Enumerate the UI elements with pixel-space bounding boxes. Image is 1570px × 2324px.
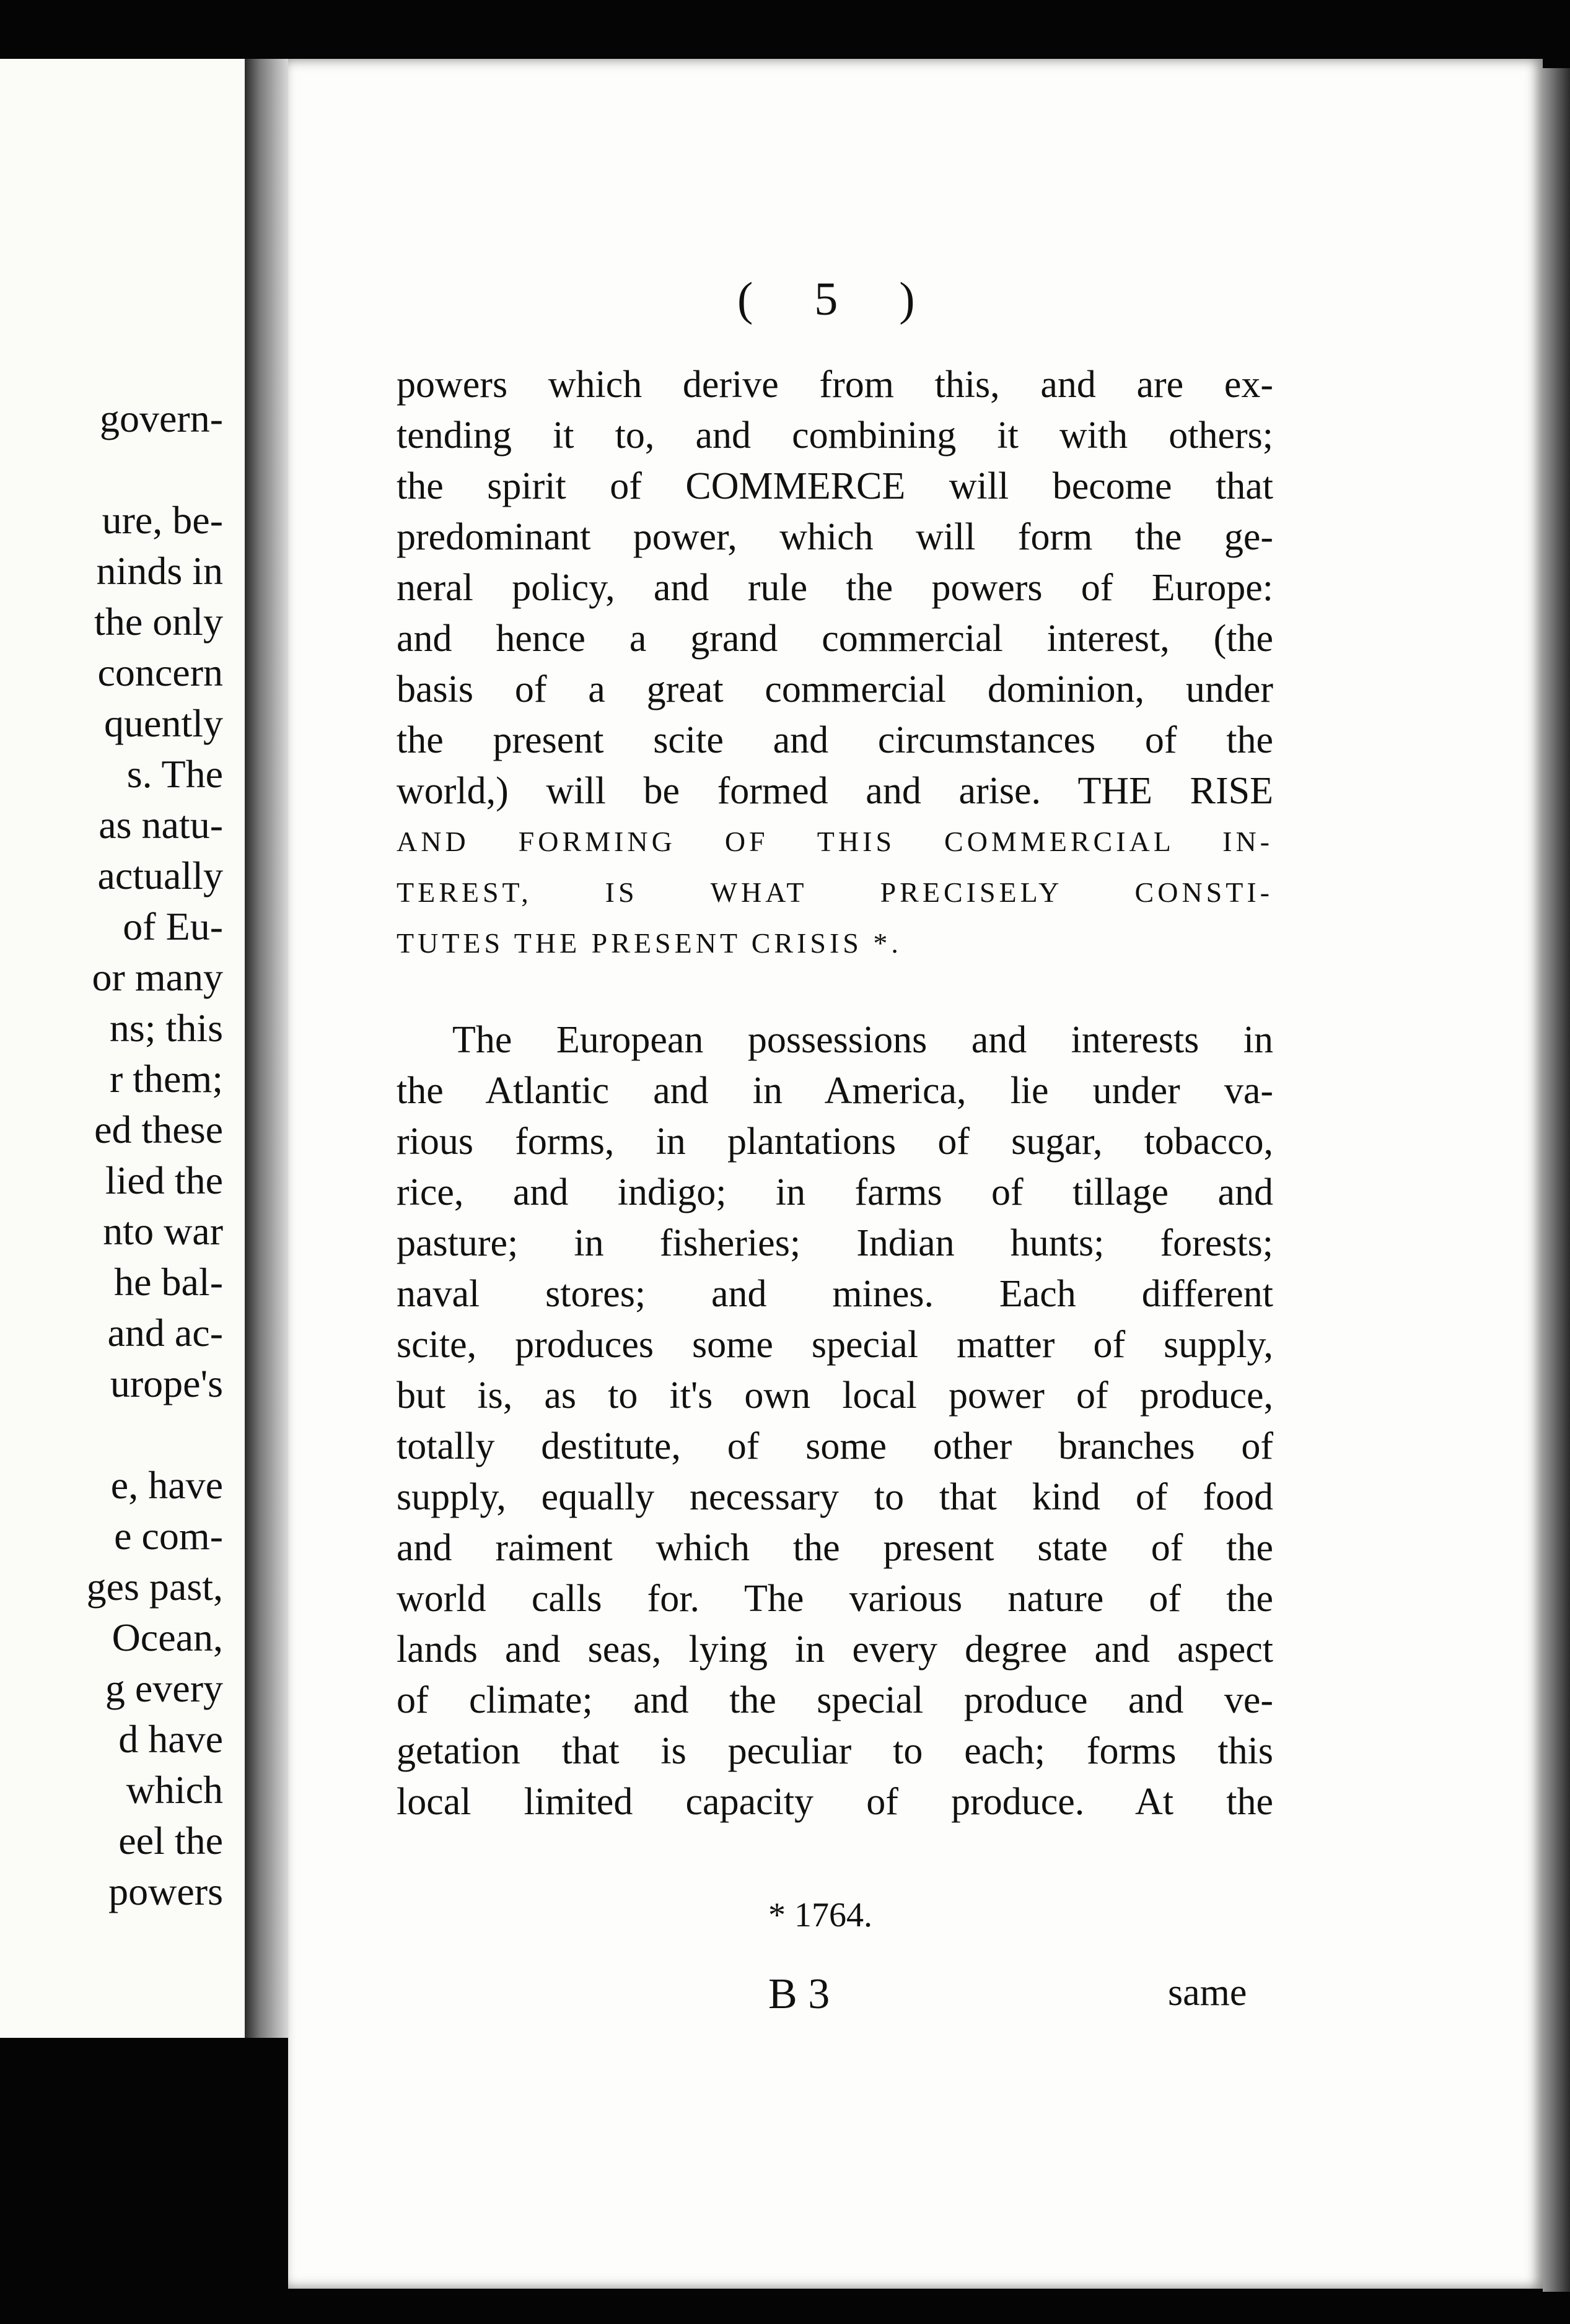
text-line: The European possessions and interests in [452, 1019, 1273, 1061]
left-page-line: lied the [105, 1158, 223, 1202]
left-page-text [87, 393, 223, 1917]
text-line: the present scite and circumstances of the [397, 719, 1273, 761]
book-gutter [245, 59, 288, 2038]
left-page-line: the only [94, 600, 223, 644]
left-page-line: ns; this [109, 1006, 223, 1050]
text-line: of climate; and the special produce and ve- [397, 1679, 1273, 1721]
text-line: getation that is peculiar to each; forms this [397, 1730, 1273, 1772]
left-page-line: e, have [110, 1463, 223, 1507]
text-line: rious forms, in plantations of sugar, tobacco, [397, 1120, 1273, 1163]
paragraph-1 [397, 359, 1273, 969]
left-page-line: eel the [118, 1819, 223, 1863]
left-page-line: nto war [103, 1209, 223, 1253]
left-page-line [87, 1409, 223, 1460]
text-line: TEREST, IS WHAT PRECISELY CONSTI- [397, 876, 1273, 908]
text-line: TUTES THE PRESENT CRISIS *. [397, 927, 902, 959]
text-line: local limited capacity of produce. At the [397, 1781, 1273, 1823]
text-line: and raiment which the present state of the [397, 1527, 1273, 1569]
text-line: scite, produces some special matter of supply, [397, 1324, 1273, 1366]
paragraph-2 [397, 1015, 1273, 1827]
text-line: predominant power, which will form the ge- [397, 516, 1273, 558]
left-page-line: ure, be- [102, 498, 223, 542]
page-edge [1543, 68, 1570, 2292]
left-page-line: or many [92, 955, 223, 999]
left-page-line: ges past, [86, 1565, 223, 1609]
page-number: ( 5 ) [737, 273, 940, 325]
text-line: totally destitute, of some other branches of [397, 1425, 1273, 1467]
text-line: AND FORMING OF THIS COMMERCIAL IN- [397, 826, 1273, 857]
text-line: naval stores; and mines. Each different [397, 1273, 1273, 1315]
left-page-line: ninds in [96, 549, 223, 593]
text-line: but is, as to it's own local power of produce, [397, 1374, 1273, 1417]
text-line: world calls for. The various nature of the [397, 1578, 1273, 1620]
left-page-line: which [126, 1768, 223, 1812]
left-page-line: and ac- [107, 1311, 223, 1355]
text-line: lands and seas, lying in every degree and aspect [397, 1628, 1273, 1671]
text-line: pasture; in fisheries; Indian hunts; forests; [397, 1222, 1273, 1264]
text-line: the Atlantic and in America, lie under va- [397, 1070, 1273, 1112]
left-page-line: quently [104, 701, 223, 745]
catchword: same [1168, 1972, 1247, 2014]
left-page-line: ed these [94, 1107, 223, 1151]
text-line: neral policy, and rule the powers of Europe: [397, 567, 1273, 609]
text-line: rice, and indigo; in farms of tillage and [397, 1171, 1273, 1213]
left-page-line: s. The [126, 752, 223, 796]
left-page-line [87, 444, 223, 495]
left-page-line: e com- [114, 1514, 223, 1558]
text-line: world,) will be formed and arise. THE RISE [397, 770, 1273, 812]
text-line: the spirit of COMMERCE will become that [397, 465, 1273, 507]
left-page-line: Ocean, [112, 1615, 223, 1659]
left-page-line: urope's [110, 1361, 223, 1405]
left-page-line: g every [105, 1666, 223, 1710]
text-line: tending it to, and combining it with others; [397, 414, 1273, 456]
text-line: supply, equally necessary to that kind of food [397, 1476, 1273, 1518]
main-text [397, 359, 1273, 1827]
left-page-line: actually [97, 854, 223, 898]
left-page-line: he bal- [114, 1260, 223, 1304]
text-line: and hence a grand commercial interest, (the [397, 618, 1273, 660]
left-page [0, 59, 245, 2038]
left-page-line: d have [118, 1717, 223, 1761]
left-page-line: govern- [99, 396, 223, 440]
left-page-line: of Eu- [123, 904, 223, 948]
text-line: powers which derive from this, and are ex- [397, 364, 1273, 406]
left-page-line: concern [97, 650, 223, 694]
left-page-line: powers [108, 1869, 223, 1913]
footnote: * 1764. [768, 1896, 872, 1934]
left-page-line: as natu- [99, 803, 223, 847]
signature-mark: B 3 [768, 1970, 830, 2018]
left-page-line: r them; [109, 1057, 223, 1101]
text-line: basis of a great commercial dominion, under [397, 668, 1273, 710]
